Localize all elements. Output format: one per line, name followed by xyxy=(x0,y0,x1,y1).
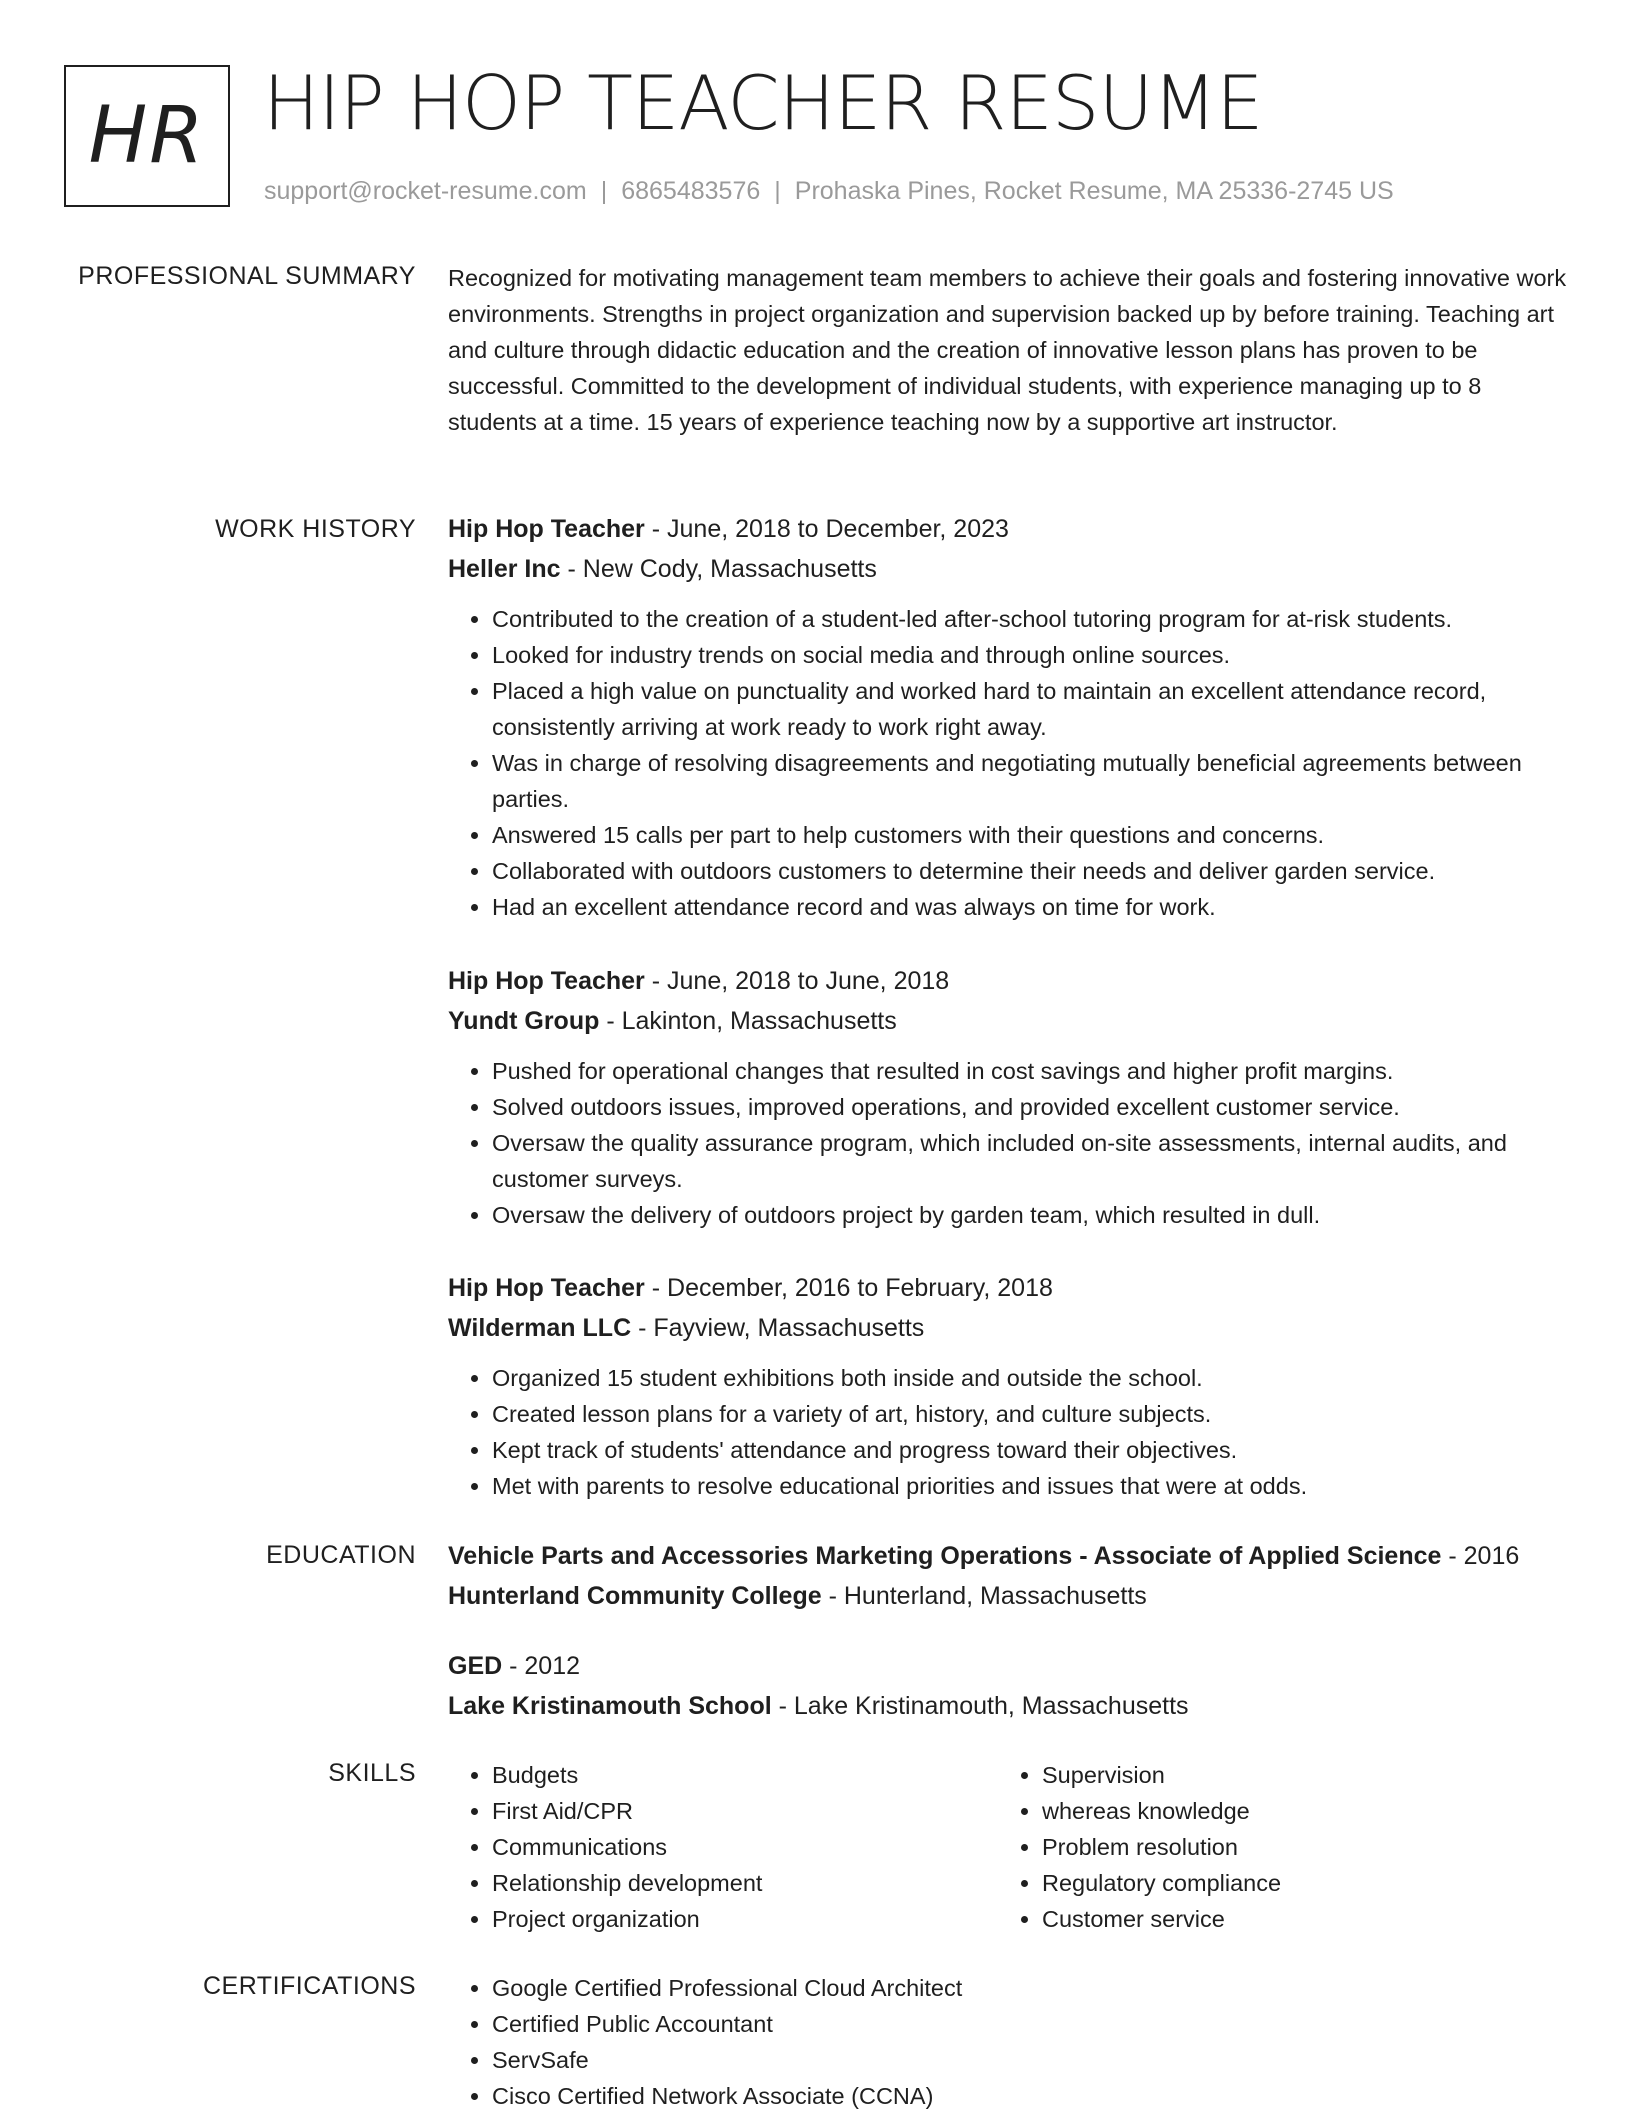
list-item: • Oversaw the delivery of outdoors project by garden team, which resulted in dull. xyxy=(492,1197,1568,1233)
contact-line xyxy=(264,174,1394,208)
skills-list xyxy=(998,1757,1548,1937)
degree-line xyxy=(448,1646,1568,1686)
list-item: • Cisco Certified Network Associate (CCNA) xyxy=(492,2078,1568,2114)
job-title: Hip Hop Teacher xyxy=(448,1274,645,1302)
skills-grid xyxy=(448,1757,1568,1937)
education-entry xyxy=(448,1536,1568,1616)
degree-name: GED xyxy=(448,1652,503,1680)
school-line xyxy=(448,1576,1568,1616)
job-company: Wilderman LLC xyxy=(448,1314,632,1342)
job-dates: - June, 2018 to June, 2018 xyxy=(644,967,950,995)
list-item: • whereas knowledge xyxy=(1042,1793,1548,1829)
school-line xyxy=(448,1686,1568,1726)
job-title-line xyxy=(448,961,1568,1001)
skills-list xyxy=(448,1757,998,1937)
list-item: • Problem resolution xyxy=(1042,1829,1548,1865)
list-item: • ServSafe xyxy=(492,2042,1568,2078)
job-company-line xyxy=(448,1308,1568,1348)
job-duties-list xyxy=(448,1360,1568,1504)
list-item: • Solved outdoors issues, improved operations, and provided excellent customer service. xyxy=(492,1089,1568,1125)
section-heading: EDUCATION xyxy=(266,1541,416,1569)
skills-column-left xyxy=(448,1757,998,1937)
list-item: • Was in charge of resolving disagreements and negotiating mutually beneficial agreements between parties. xyxy=(492,745,1568,817)
job-location: - New Cody, Massachusetts xyxy=(560,555,877,583)
degree-year: - 2016 xyxy=(1441,1542,1520,1570)
contact-email: support@rocket-resume.com xyxy=(264,177,587,205)
list-item: • Contributed to the creation of a student-led after-school tutoring program for at-risk students. xyxy=(492,601,1568,637)
school-location: - Lake Kristinamouth, Massachusetts xyxy=(771,1692,1189,1720)
list-item: • Placed a high value on punctuality and worked hard to maintain an excellent attendance record, consistently arriving at work ready to work right away. xyxy=(492,673,1568,745)
contact-separator: | xyxy=(600,177,608,205)
list-item: • Had an excellent attendance record and was always on time for work. xyxy=(492,889,1568,925)
degree-year: - 2012 xyxy=(502,1652,581,1680)
job-company: Heller Inc xyxy=(448,555,561,583)
job-dates: - December, 2016 to February, 2018 xyxy=(644,1274,1053,1302)
list-item: • First Aid/CPR xyxy=(492,1793,998,1829)
list-item: • Answered 15 calls per part to help customers with their questions and concerns. xyxy=(492,817,1568,853)
school-name: Lake Kristinamouth School xyxy=(448,1692,772,1720)
section-heading: WORK HISTORY xyxy=(215,515,416,543)
list-item: • Organized 15 student exhibitions both inside and outside the school. xyxy=(492,1360,1568,1396)
list-item: • Created lesson plans for a variety of art, history, and culture subjects. xyxy=(492,1396,1568,1432)
list-item: • Communications xyxy=(492,1829,998,1865)
list-item: • Pushed for operational changes that resulted in cost savings and higher profit margins. xyxy=(492,1053,1568,1089)
list-item: • Looked for industry trends on social media and through online sources. xyxy=(492,637,1568,673)
job-duties-list xyxy=(448,601,1568,925)
job-title-line xyxy=(448,1268,1568,1308)
contact-address: Prohaska Pines, Rocket Resume, MA 25336-2745 US xyxy=(794,177,1394,205)
job-entry xyxy=(448,509,1568,925)
section-heading: PROFESSIONAL SUMMARY xyxy=(78,262,416,290)
job-entry xyxy=(448,961,1568,1233)
list-item: • Regulatory compliance xyxy=(1042,1865,1548,1901)
job-location: - Fayview, Massachusetts xyxy=(631,1314,925,1342)
list-item: • Relationship development xyxy=(492,1865,998,1901)
page-title: HIP HOP TEACHER RESUME xyxy=(263,59,1263,147)
degree-line xyxy=(448,1536,1568,1576)
list-item: • Oversaw the quality assurance program, which included on-site assessments, internal audits, and customer surveys. xyxy=(492,1125,1568,1197)
certifications-list xyxy=(448,1970,1568,2114)
job-duties-list xyxy=(448,1053,1568,1233)
skills-column-right xyxy=(998,1757,1548,1937)
section-heading: CERTIFICATIONS xyxy=(202,1972,416,2000)
job-company: Yundt Group xyxy=(448,1007,600,1035)
list-item: • Google Certified Professional Cloud Architect xyxy=(492,1970,1568,2006)
job-title: Hip Hop Teacher xyxy=(448,515,645,543)
school-location: - Hunterland, Massachusetts xyxy=(821,1582,1147,1610)
contact-separator: | xyxy=(774,177,781,205)
job-location: - Lakinton, Massachusetts xyxy=(599,1007,897,1035)
job-entry xyxy=(448,1268,1568,1504)
monogram-logo xyxy=(64,65,230,207)
job-dates: - June, 2018 to December, 2023 xyxy=(644,515,1009,543)
list-item: • Certified Public Accountant xyxy=(492,2006,1568,2042)
summary-text: Recognized for motivating management team members to achieve their goals and fostering innovative work environments. Strengths in project organization and supervision backed up by before training. Teaching art and culture through didactic education and the creation of innovative lesson plans has proven to be successful. Committed to the development of individual students, with experience managing up to 8 students at a time. 15 years of experience teaching now by a supportive art instructor. xyxy=(448,265,1567,435)
list-item: • Project organization xyxy=(492,1901,998,1937)
school-name: Hunterland Community College xyxy=(448,1582,822,1610)
education-entry xyxy=(448,1646,1568,1726)
list-item: • Customer service xyxy=(1042,1901,1548,1937)
contact-phone: 6865483576 xyxy=(621,177,761,205)
list-item: • Met with parents to resolve educational priorities and issues that were at odds. xyxy=(492,1468,1568,1504)
degree-name: Vehicle Parts and Accessories Marketing Operations - Associate of Applied Science xyxy=(448,1542,1442,1570)
list-item: • Budgets xyxy=(492,1757,998,1793)
job-title: Hip Hop Teacher xyxy=(448,967,645,995)
job-company-line xyxy=(448,1001,1568,1041)
list-item: • Kept track of students' attendance and progress toward their objectives. xyxy=(492,1432,1568,1468)
list-item: • Collaborated with outdoors customers to determine their needs and deliver garden service. xyxy=(492,853,1568,889)
job-company-line xyxy=(448,549,1568,589)
section-heading: SKILLS xyxy=(328,1759,416,1787)
job-title-line xyxy=(448,509,1568,549)
monogram-text: HR xyxy=(88,91,206,181)
list-item: • Supervision xyxy=(1042,1757,1548,1793)
